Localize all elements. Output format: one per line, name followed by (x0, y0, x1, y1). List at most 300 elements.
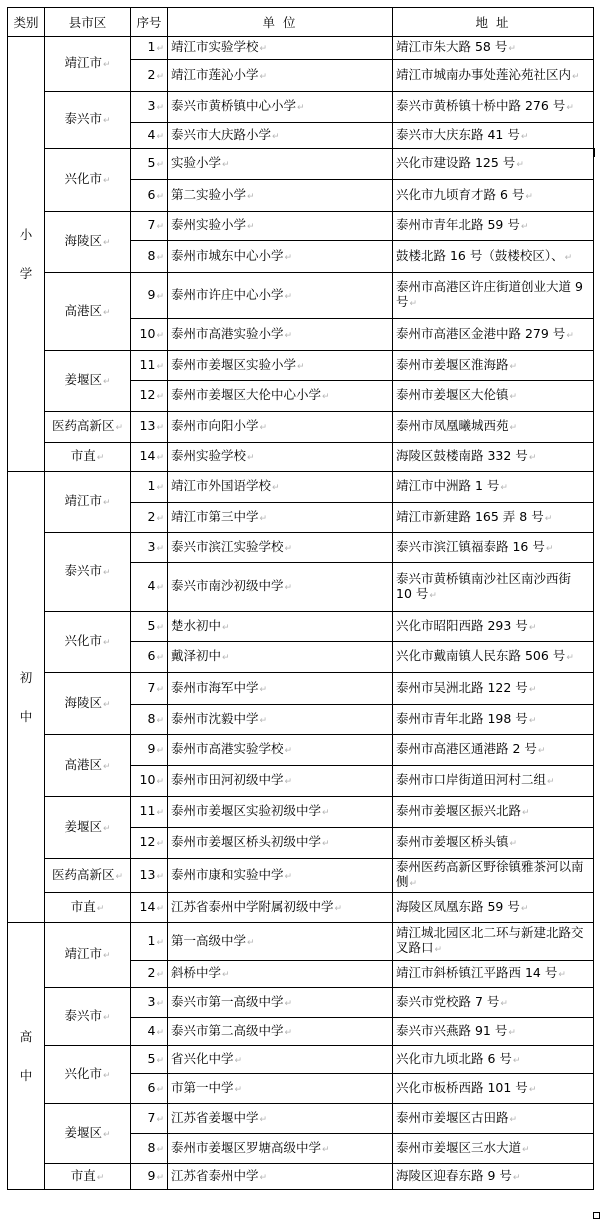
paragraph-mark-icon: ↵ (102, 60, 111, 70)
address-cell (393, 642, 594, 673)
paragraph-mark-icon: ↵ (259, 513, 268, 524)
seq-cell (131, 503, 168, 533)
seq-cell (131, 381, 168, 412)
table-row (8, 735, 594, 766)
paragraph-mark-icon: ↵ (509, 839, 518, 849)
county-label: 泰兴市 (64, 111, 102, 126)
seq-cell (131, 893, 168, 923)
county-label: 兴化市 (64, 633, 102, 648)
address-cell (393, 1074, 594, 1104)
address-text: 兴化市昭阳西路 293 号 (396, 617, 528, 633)
table-row (8, 1046, 594, 1074)
seq-cell (131, 60, 168, 92)
unit-cell (168, 642, 393, 673)
seq-text: 5 (147, 617, 156, 633)
address-cell (393, 472, 594, 503)
unit-cell (168, 766, 393, 797)
address-text: 泰州市姜堰区三水大道 (396, 1139, 522, 1155)
unit-cell (168, 797, 393, 828)
paragraph-mark-icon: ↵ (509, 1114, 518, 1125)
county-label: 市直 (70, 898, 96, 914)
paragraph-mark-icon: ↵ (528, 1084, 537, 1095)
paragraph-mark-icon: ↵ (156, 191, 164, 202)
seq-text: 5 (147, 1050, 156, 1066)
seq-cell (131, 705, 168, 735)
address-text: 靖江市朱大路 58 号 (396, 39, 508, 54)
address-cell (393, 673, 594, 705)
address-cell (393, 273, 594, 319)
table-row (8, 797, 594, 828)
address-cell (393, 180, 594, 212)
paragraph-mark-icon: ↵ (156, 453, 164, 463)
address-cell (393, 351, 594, 381)
seq-text: 6 (147, 648, 156, 663)
address-cell (393, 241, 594, 273)
seq-cell (131, 766, 168, 797)
seq-text: 1 (147, 932, 156, 948)
county-cell (45, 1046, 131, 1104)
address-text: 泰兴市黄桥镇南沙社区南沙西街 10 号 (396, 570, 572, 601)
paragraph-mark-icon: ↵ (156, 1144, 164, 1155)
address-cell (393, 828, 594, 859)
county-label: 医药高新区 (51, 418, 115, 433)
address-text: 泰州市姜堰区古田路 (396, 1109, 509, 1125)
seq-text: 7 (147, 1109, 156, 1125)
unit-text: 实验小学 (171, 155, 222, 170)
paragraph-mark-icon: ↵ (297, 103, 305, 113)
county-cell (45, 612, 131, 673)
paragraph-mark-icon: ↵ (156, 291, 164, 302)
seq-text: 9 (147, 1167, 156, 1183)
table-row (8, 273, 594, 319)
address-text: 泰兴市兴燕路 91 号 (396, 1022, 508, 1038)
seq-text: 8 (147, 1139, 156, 1155)
unit-text: 第一高级中学 (171, 932, 247, 948)
table-row (8, 1164, 594, 1190)
header-county: 县市区 (45, 8, 131, 37)
paragraph-mark-icon: ↵ (234, 1055, 243, 1066)
paragraph-mark-icon: ↵ (156, 839, 164, 849)
address-cell (393, 797, 594, 828)
address-cell (393, 92, 594, 123)
unit-cell (168, 961, 393, 988)
paragraph-mark-icon: ↵ (322, 839, 330, 849)
header-seq: 序号 (131, 8, 168, 37)
address-cell (393, 37, 594, 60)
seq-text: 2 (147, 66, 156, 82)
address-cell (393, 1018, 594, 1046)
paragraph-mark-icon: ↵ (156, 970, 164, 980)
paragraph-mark-icon: ↵ (102, 638, 111, 648)
paragraph-mark-icon: ↵ (156, 361, 164, 372)
table-row (8, 443, 594, 472)
paragraph-mark-icon: ↵ (522, 1144, 530, 1155)
address-text: 泰兴市滨江镇福泰路 16 号 (396, 538, 545, 554)
county-label: 靖江市 (64, 493, 102, 508)
paragraph-mark-icon: ↵ (115, 871, 124, 882)
paragraph-mark-icon: ↵ (102, 176, 111, 186)
address-text: 靖江市中洲路 1 号 (396, 478, 500, 493)
paragraph-mark-icon: ↵ (508, 44, 516, 54)
unit-cell (168, 273, 393, 319)
unit-text: 靖江市莲沁小学 (171, 66, 259, 82)
paragraph-mark-icon: ↵ (522, 808, 530, 818)
paragraph-mark-icon: ↵ (509, 361, 518, 372)
paragraph-mark-icon: ↵ (544, 513, 553, 524)
unit-cell (168, 612, 393, 642)
unit-text: 泰州市城东中心小学 (171, 247, 284, 263)
address-text: 泰州市姜堰区淮海路 (396, 356, 509, 372)
paragraph-mark-icon: ↵ (156, 746, 164, 756)
table-row (8, 893, 594, 923)
paragraph-mark-icon: ↵ (102, 498, 111, 508)
seq-cell (131, 961, 168, 988)
seq-cell (131, 859, 168, 893)
paragraph-mark-icon: ↵ (259, 1114, 268, 1125)
address-cell (393, 212, 594, 241)
unit-cell (168, 828, 393, 859)
seq-cell (131, 828, 168, 859)
unit-text: 江苏省泰州中学 (171, 1167, 259, 1183)
unit-cell (168, 533, 393, 563)
paragraph-mark-icon: ↵ (156, 777, 164, 787)
seq-cell (131, 319, 168, 351)
paragraph-mark-icon: ↵ (115, 423, 124, 433)
unit-cell (168, 319, 393, 351)
unit-text: 泰兴市滨江实验学校 (171, 538, 284, 554)
seq-text: 4 (147, 1022, 156, 1038)
seq-cell (131, 472, 168, 503)
address-cell (393, 766, 594, 797)
unit-text: 斜桥中学 (171, 965, 222, 980)
seq-text: 10 (139, 325, 156, 341)
seq-text: 6 (147, 1079, 156, 1095)
unit-text: 泰州市姜堰区罗塘高级中学 (171, 1139, 322, 1155)
paragraph-mark-icon: ↵ (102, 568, 111, 578)
address-cell (393, 923, 594, 961)
paragraph-mark-icon: ↵ (156, 252, 164, 263)
paragraph-mark-icon: ↵ (259, 423, 268, 433)
unit-cell (168, 673, 393, 705)
county-cell (45, 797, 131, 859)
paragraph-mark-icon: ↵ (102, 1129, 111, 1140)
county-label: 泰兴市 (64, 1007, 102, 1023)
address-cell (393, 443, 594, 472)
seq-text: 3 (147, 993, 156, 1009)
unit-cell (168, 212, 393, 241)
county-cell (45, 37, 131, 92)
paragraph-mark-icon: ↵ (284, 583, 293, 593)
unit-text: 泰州市沈毅中学 (171, 710, 259, 726)
unit-text: 泰州市向阳小学 (171, 418, 259, 433)
margin-tick (594, 148, 598, 157)
paragraph-mark-icon: ↵ (566, 653, 574, 663)
address-text: 海陵区迎春东路 9 号 (396, 1167, 512, 1183)
paragraph-mark-icon: ↵ (272, 483, 280, 493)
paragraph-mark-icon: ↵ (96, 453, 105, 463)
unit-cell (168, 735, 393, 766)
unit-text: 戴泽初中 (171, 648, 222, 663)
seq-text: 14 (139, 898, 156, 914)
table-row (8, 37, 594, 60)
seq-text: 3 (147, 538, 156, 554)
seq-text: 11 (139, 356, 156, 372)
seq-cell (131, 149, 168, 180)
seq-cell (131, 37, 168, 60)
table-row (8, 673, 594, 705)
unit-cell (168, 923, 393, 961)
paragraph-mark-icon: ↵ (96, 1172, 105, 1183)
seq-text: 7 (147, 679, 156, 695)
unit-text: 江苏省姜堰中学 (171, 1109, 259, 1125)
paragraph-mark-icon: ↵ (284, 871, 293, 882)
unit-text: 泰州实验学校 (171, 448, 247, 463)
address-text: 兴化市建设路 125 号 (396, 155, 516, 170)
paragraph-mark-icon: ↵ (102, 1070, 111, 1081)
seq-cell (131, 123, 168, 149)
seq-cell (131, 180, 168, 212)
school-address-table (7, 7, 594, 1190)
unit-text: 泰州实验小学 (171, 217, 247, 232)
address-text: 泰州市姜堰区大伦镇 (396, 387, 509, 402)
seq-cell (131, 533, 168, 563)
county-label: 姜堰区 (64, 818, 102, 834)
unit-text: 江苏省泰州中学附属初级中学 (171, 898, 334, 914)
unit-text: 泰兴市第一高级中学 (171, 993, 284, 1009)
paragraph-mark-icon: ↵ (234, 1084, 243, 1095)
paragraph-mark-icon: ↵ (102, 1012, 111, 1023)
paragraph-mark-icon: ↵ (566, 330, 574, 341)
paragraph-mark-icon: ↵ (247, 937, 255, 948)
seq-text: 13 (139, 866, 156, 882)
unit-text: 泰州市海军中学 (171, 679, 259, 695)
paragraph-mark-icon: ↵ (297, 361, 305, 372)
table-row (8, 923, 594, 961)
table-row (8, 1104, 594, 1134)
seq-cell (131, 1018, 168, 1046)
county-label: 兴化市 (64, 171, 102, 186)
seq-text: 12 (139, 387, 156, 402)
address-cell (393, 1134, 594, 1164)
category-char: 小 (19, 227, 33, 242)
unit-text: 市第一中学 (171, 1079, 234, 1095)
paragraph-mark-icon: ↵ (156, 160, 164, 170)
unit-text: 泰州市高港实验学校 (171, 741, 284, 756)
unit-text: 泰州市康和实验中学 (171, 866, 284, 882)
county-label: 靖江市 (64, 946, 102, 961)
paragraph-mark-icon: ↵ (102, 307, 111, 318)
county-label: 泰兴市 (64, 563, 102, 578)
county-label: 海陵区 (64, 694, 102, 710)
address-text: 兴化市板桥西路 101 号 (396, 1079, 528, 1095)
paragraph-mark-icon: ↵ (564, 252, 573, 263)
paragraph-mark-icon: ↵ (545, 543, 554, 554)
paragraph-mark-icon: ↵ (558, 970, 566, 980)
paragraph-mark-icon: ↵ (525, 191, 533, 202)
seq-cell (131, 412, 168, 443)
unit-text: 泰州市姜堰区实验小学 (171, 356, 297, 372)
unit-cell (168, 893, 393, 923)
header-category: 类别 (8, 8, 45, 37)
seq-cell (131, 241, 168, 273)
paragraph-mark-icon: ↵ (156, 684, 164, 695)
paragraph-mark-icon: ↵ (156, 1114, 164, 1125)
paragraph-mark-icon: ↵ (222, 622, 230, 633)
county-label: 市直 (70, 448, 96, 463)
seq-cell (131, 673, 168, 705)
paragraph-mark-icon: ↵ (520, 222, 529, 232)
paragraph-mark-icon: ↵ (222, 160, 230, 170)
county-cell (45, 351, 131, 412)
paragraph-mark-icon: ↵ (247, 222, 255, 232)
category-char: 中 (19, 709, 33, 724)
paragraph-mark-icon: ↵ (102, 116, 111, 126)
paragraph-mark-icon: ↵ (509, 392, 518, 402)
seq-cell (131, 642, 168, 673)
address-text: 泰州市高港区许庄街道创业大道 9 号 (396, 279, 583, 309)
address-cell (393, 612, 594, 642)
paragraph-mark-icon: ↵ (156, 103, 164, 113)
seq-cell (131, 988, 168, 1018)
seq-text: 9 (147, 286, 156, 302)
seq-cell (131, 923, 168, 961)
paragraph-mark-icon: ↵ (102, 951, 111, 961)
paragraph-mark-icon: ↵ (284, 777, 293, 787)
address-text: 兴化市戴南镇人民东路 506 号 (396, 648, 566, 663)
paragraph-mark-icon: ↵ (284, 330, 293, 341)
seq-text: 2 (147, 965, 156, 980)
unit-text: 泰州市田河初级中学 (171, 772, 284, 787)
address-text: 泰州医药高新区野徐镇雅茶河以南侧 (396, 859, 584, 889)
county-label: 高港区 (64, 756, 102, 772)
address-text: 海陵区凤凰东路 59 号 (396, 898, 520, 914)
seq-text: 3 (147, 98, 156, 113)
paragraph-mark-icon: ↵ (247, 191, 255, 202)
seq-text: 8 (147, 247, 156, 263)
address-text: 靖江市城南办事处莲沁苑社区内 (396, 66, 572, 82)
paragraph-mark-icon: ↵ (284, 746, 293, 756)
paragraph-mark-icon: ↵ (156, 330, 164, 341)
paragraph-mark-icon: ↵ (334, 903, 343, 914)
seq-text: 10 (139, 772, 156, 787)
address-text: 泰州市青年北路 198 号 (396, 710, 528, 726)
address-cell (393, 503, 594, 533)
unit-cell (168, 149, 393, 180)
seq-cell (131, 1134, 168, 1164)
county-label: 姜堰区 (64, 1124, 102, 1140)
seq-text: 4 (147, 126, 156, 142)
unit-text: 靖江市第三中学 (171, 508, 259, 524)
county-label: 高港区 (64, 302, 102, 318)
paragraph-mark-icon: ↵ (156, 543, 164, 554)
paragraph-mark-icon: ↵ (156, 131, 164, 142)
seq-text: 1 (147, 39, 156, 54)
county-cell (45, 212, 131, 273)
paragraph-mark-icon: ↵ (537, 746, 546, 756)
unit-cell (168, 443, 393, 472)
seq-cell (131, 273, 168, 319)
county-cell (45, 472, 131, 533)
seq-text: 4 (147, 578, 156, 593)
paragraph-mark-icon: ↵ (156, 513, 164, 524)
seq-text: 8 (147, 710, 156, 726)
address-cell (393, 149, 594, 180)
category-cell (8, 923, 45, 1190)
paragraph-mark-icon: ↵ (96, 903, 105, 914)
county-cell (45, 859, 131, 893)
county-label: 医药高新区 (51, 866, 115, 882)
paragraph-mark-icon: ↵ (156, 423, 164, 433)
paragraph-mark-icon: ↵ (259, 715, 268, 726)
address-text: 海陵区鼓楼南路 332 号 (396, 448, 528, 463)
address-cell (393, 735, 594, 766)
paragraph-mark-icon: ↵ (156, 1084, 164, 1095)
paragraph-mark-icon: ↵ (547, 777, 555, 787)
county-cell (45, 923, 131, 988)
paragraph-mark-icon: ↵ (284, 998, 293, 1009)
paragraph-mark-icon: ↵ (156, 998, 164, 1009)
address-text: 泰州市青年北路 59 号 (396, 217, 520, 232)
table-header-row (8, 8, 594, 37)
seq-cell (131, 92, 168, 123)
paragraph-mark-icon: ↵ (322, 392, 330, 402)
address-cell (393, 412, 594, 443)
table-resize-handle[interactable] (593, 1212, 600, 1219)
unit-text: 泰兴市第二高级中学 (171, 1022, 284, 1038)
paragraph-mark-icon: ↵ (102, 823, 111, 834)
table-row (8, 612, 594, 642)
county-label: 靖江市 (64, 55, 102, 70)
address-cell (393, 381, 594, 412)
seq-text: 12 (139, 834, 156, 849)
paragraph-mark-icon: ↵ (409, 299, 418, 309)
unit-cell (168, 472, 393, 503)
paragraph-mark-icon: ↵ (247, 453, 255, 463)
paragraph-mark-icon: ↵ (566, 103, 574, 113)
unit-cell (168, 351, 393, 381)
address-text: 泰州市口岸街道田河村二组 (396, 772, 547, 787)
unit-cell (168, 92, 393, 123)
address-cell (393, 533, 594, 563)
address-text: 兴化市九顷北路 6 号 (396, 1050, 512, 1066)
unit-cell (168, 60, 393, 92)
county-cell (45, 92, 131, 149)
paragraph-mark-icon: ↵ (528, 453, 537, 463)
paragraph-mark-icon: ↵ (156, 392, 164, 402)
unit-cell (168, 123, 393, 149)
unit-text: 泰兴市黄桥镇中心小学 (171, 98, 297, 113)
unit-cell (168, 1074, 393, 1104)
unit-text: 省兴化中学 (171, 1050, 234, 1066)
county-cell (45, 893, 131, 923)
address-cell (393, 60, 594, 92)
paragraph-mark-icon: ↵ (512, 1172, 521, 1183)
unit-cell (168, 381, 393, 412)
paragraph-mark-icon: ↵ (102, 699, 111, 710)
address-cell (393, 1104, 594, 1134)
paragraph-mark-icon: ↵ (434, 945, 443, 955)
paragraph-mark-icon: ↵ (512, 1055, 521, 1066)
paragraph-mark-icon: ↵ (222, 653, 230, 663)
table-row (8, 92, 594, 123)
county-cell (45, 673, 131, 735)
paragraph-mark-icon: ↵ (259, 1172, 268, 1183)
address-cell (393, 988, 594, 1018)
unit-cell (168, 241, 393, 273)
address-text: 泰州市高港区金港中路 279 号 (396, 325, 566, 341)
unit-text: 靖江市实验学校 (171, 39, 259, 54)
paragraph-mark-icon: ↵ (156, 715, 164, 726)
